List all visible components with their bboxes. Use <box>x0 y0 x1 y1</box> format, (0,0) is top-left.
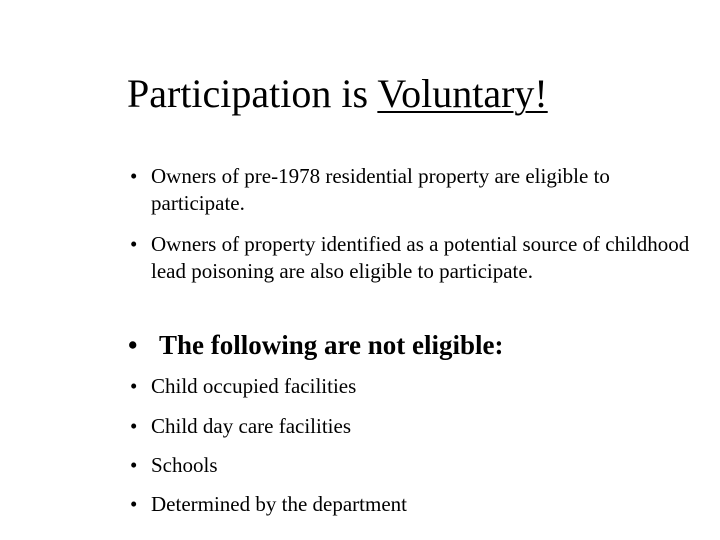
bullet-text: Owners of property identified as a potential source of childhood lead poisoning are also eligible to participate. <box>151 232 690 283</box>
bullet-item-not-eligible-heading <box>128 329 688 361</box>
bullet-text: Child day care facilities <box>151 414 352 438</box>
bullet-text: Schools <box>151 453 218 477</box>
bullet-item-pre-1978-owners <box>130 163 690 217</box>
bullet-icon: • <box>130 492 138 516</box>
bullet-text: Owners of pre-1978 residential property are eligible to participate. <box>151 164 610 215</box>
bullet-text: The following are not eligible: <box>159 330 504 360</box>
bullet-icon: • <box>130 232 138 256</box>
bullet-icon: • <box>130 453 138 477</box>
bullet-item-lead-source-owners <box>130 231 690 285</box>
title-text: Participation is <box>127 71 378 116</box>
bullet-item-determined-by-department <box>130 491 690 518</box>
bullet-icon: • <box>128 330 138 360</box>
bullet-item-day-care <box>130 413 690 440</box>
bullet-icon: • <box>130 414 138 438</box>
slide-title <box>127 70 548 118</box>
bullet-text: Determined by the department <box>151 492 407 516</box>
title-emphasis: Voluntary! <box>377 71 548 116</box>
bullet-item-schools <box>130 452 690 479</box>
bullet-item-child-occupied <box>130 373 690 400</box>
bullet-icon: • <box>130 164 138 188</box>
bullet-text: Child occupied facilities <box>151 374 357 398</box>
bullet-icon: • <box>130 374 138 398</box>
